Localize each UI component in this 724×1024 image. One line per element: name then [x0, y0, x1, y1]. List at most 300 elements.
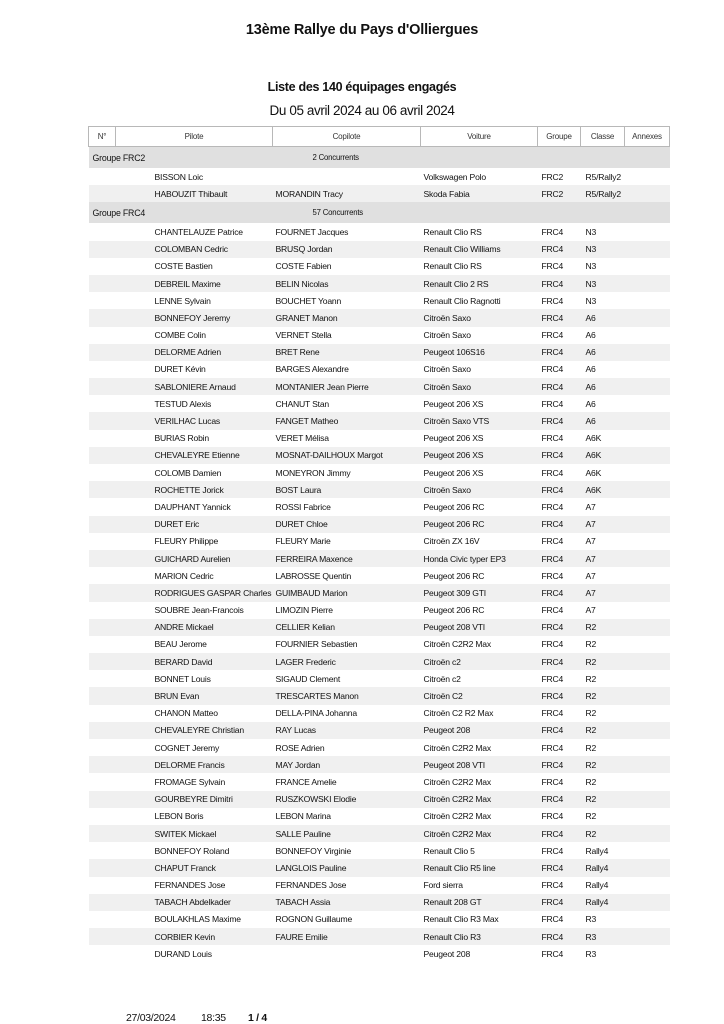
cell-copilote: LAGER Frederic	[273, 653, 421, 670]
cell-numero	[89, 791, 116, 808]
cell-annexes	[625, 602, 670, 619]
cell-voiture: Citroën C2R2 Max	[421, 791, 538, 808]
table-row	[89, 859, 670, 876]
cell-classe: N3	[581, 241, 625, 258]
cell-groupe: FRC4	[541, 501, 564, 512]
table-row	[89, 687, 670, 704]
cell-annexes	[625, 670, 670, 687]
cell-numero	[89, 808, 116, 825]
cell-groupe: FRC4	[541, 295, 564, 306]
cell-voiture: Citroën C2R2 Max	[421, 825, 538, 842]
cell-numero	[89, 859, 116, 876]
cell-annexes	[625, 877, 670, 894]
cell-numero	[89, 584, 116, 601]
header-groupe: Groupe	[538, 127, 581, 147]
table-row	[89, 773, 670, 790]
cell-classe: R2	[581, 619, 625, 636]
cell-classe: R2	[585, 639, 597, 650]
cell-classe: R2	[581, 687, 625, 704]
table-row	[89, 825, 670, 842]
cell-numero	[89, 894, 116, 911]
cell-classe: A6	[581, 378, 625, 395]
cell-voiture: Honda Civic typer EP3	[421, 550, 538, 567]
cell-copilote: FOURNIER Sebastien	[275, 639, 358, 650]
cell-pilote: LEBON Boris	[154, 811, 204, 822]
cell-numero	[89, 481, 116, 498]
footer-page-number: 1 / 4	[248, 1012, 267, 1024]
cell-annexes	[625, 584, 670, 601]
cell-numero	[89, 636, 116, 653]
cell-annexes	[625, 327, 670, 344]
cell-annexes	[625, 911, 670, 928]
cell-copilote	[273, 945, 421, 962]
cell-annexes	[625, 185, 670, 202]
group-count: 57 Concurrents	[273, 202, 670, 223]
cell-copilote: MONTANIER Jean Pierre	[273, 378, 421, 395]
cell-numero	[89, 361, 116, 378]
cell-classe: R2	[581, 756, 625, 773]
cell-copilote: MORANDIN Tracy	[273, 185, 421, 202]
cell-copilote: COSTE Fabien	[275, 261, 332, 272]
cell-voiture: Peugeot 206 RC	[423, 570, 485, 581]
cell-pilote: ROCHETTE Jorick	[116, 481, 273, 498]
table-row	[89, 602, 670, 619]
cell-voiture: Peugeot 206 XS	[421, 447, 538, 464]
cell-annexes	[625, 533, 670, 550]
table-row	[89, 911, 670, 928]
cell-pilote: CORBIER Kevin	[116, 928, 273, 945]
cell-pilote: DEBREIL Maxime	[116, 275, 273, 292]
cell-groupe: FRC4	[538, 859, 581, 876]
cell-numero	[89, 447, 116, 464]
cell-copilote: BELIN Nicolas	[273, 275, 421, 292]
cell-annexes	[625, 481, 670, 498]
cell-classe: R3	[581, 928, 625, 945]
cell-pilote: BURIAS Robin	[154, 433, 209, 444]
table-row	[89, 430, 670, 447]
cell-groupe: FRC4	[541, 226, 564, 237]
cell-annexes	[625, 361, 670, 378]
cell-numero	[89, 258, 116, 275]
table-row	[89, 168, 670, 185]
cell-voiture: Citroën C2R2 Max	[423, 639, 491, 650]
cell-classe: R2	[585, 776, 597, 787]
cell-voiture: Citroën Saxo	[421, 378, 538, 395]
cell-groupe: FRC4	[538, 791, 581, 808]
cell-groupe: FRC4	[541, 776, 564, 787]
table-row	[89, 292, 670, 309]
cell-voiture: Renault Clio 2 RS	[421, 275, 538, 292]
cell-voiture: Renault 208 GT	[421, 894, 538, 911]
cell-pilote: BERARD David	[116, 653, 273, 670]
cell-classe: R3	[585, 914, 597, 925]
table-row	[89, 877, 670, 894]
cell-groupe: FRC4	[538, 241, 581, 258]
cell-groupe: FRC4	[541, 261, 564, 272]
header-classe: Classe	[581, 127, 625, 147]
cell-groupe: FRC4	[538, 687, 581, 704]
cell-copilote: BOUCHET Yoann	[275, 295, 342, 306]
cell-numero	[89, 430, 116, 447]
cell-groupe: FRC4	[538, 584, 581, 601]
cell-numero	[89, 292, 116, 309]
cell-groupe: FRC4	[541, 398, 564, 409]
cell-classe: R2	[585, 708, 597, 719]
cell-classe: A7	[585, 605, 596, 616]
cell-voiture: Renault Clio 5	[423, 845, 475, 856]
cell-classe: Rally4	[581, 859, 625, 876]
cell-classe: R2	[585, 673, 597, 684]
cell-annexes	[625, 447, 670, 464]
cell-classe: A7	[585, 501, 596, 512]
cell-groupe: FRC4	[541, 639, 564, 650]
cell-voiture: Peugeot 206 RC	[423, 605, 485, 616]
cell-annexes	[625, 550, 670, 567]
table-row	[89, 327, 670, 344]
cell-groupe: FRC4	[541, 948, 564, 959]
table-row	[89, 533, 670, 550]
cell-groupe: FRC4	[541, 673, 564, 684]
cell-numero	[89, 705, 116, 722]
group-name: Groupe FRC2	[89, 147, 273, 169]
cell-voiture: Citroën C2R2 Max	[423, 811, 491, 822]
cell-classe: A6K	[585, 433, 602, 444]
cell-numero	[89, 412, 116, 429]
cell-groupe: FRC2	[541, 171, 564, 182]
cell-pilote: SABLONIERE Arnaud	[116, 378, 273, 395]
cell-voiture: Citroën C2R2 Max	[423, 776, 491, 787]
cell-copilote: GRANET Manon	[273, 309, 421, 326]
cell-groupe: FRC4	[538, 894, 581, 911]
table-row	[89, 412, 670, 429]
cell-copilote: DELLA-PINA Johanna	[275, 708, 357, 719]
cell-voiture: Renault Clio R3	[421, 928, 538, 945]
cell-annexes	[625, 842, 670, 859]
cell-copilote: LEBON Marina	[275, 811, 331, 822]
cell-copilote: VERET Mélisa	[275, 433, 329, 444]
cell-pilote: BONNEFOY Jeremy	[116, 309, 273, 326]
cell-classe: A7	[585, 536, 596, 547]
cell-voiture: Citroën c2	[423, 673, 461, 684]
cell-classe: A7	[581, 516, 625, 533]
cell-annexes	[625, 653, 670, 670]
footer-date: 27/03/2024	[126, 1012, 176, 1024]
cell-groupe: FRC4	[538, 653, 581, 670]
table-row	[89, 258, 670, 275]
table-row	[89, 498, 670, 515]
cell-pilote: FROMAGE Sylvain	[154, 776, 226, 787]
cell-numero	[89, 653, 116, 670]
header-annexes: Annexes	[625, 127, 670, 147]
header-copilote: Copilote	[273, 127, 421, 147]
group-count: 2 Concurrents	[273, 147, 670, 169]
table-row	[89, 739, 670, 756]
cell-voiture: Peugeot 206 XS	[423, 433, 484, 444]
table-header-row	[89, 127, 670, 147]
table-row	[89, 516, 670, 533]
cell-numero	[89, 619, 116, 636]
cell-copilote: FLEURY Marie	[275, 536, 331, 547]
cell-voiture: Peugeot 208 VTI	[421, 756, 538, 773]
cell-classe: N3	[585, 295, 597, 306]
cell-pilote: ANDRE Mickael	[116, 619, 273, 636]
cell-groupe: FRC4	[541, 742, 564, 753]
cell-copilote: TRESCARTES Manon	[273, 687, 421, 704]
cell-pilote: BRUN Evan	[116, 687, 273, 704]
cell-annexes	[625, 223, 670, 240]
cell-classe: A7	[581, 584, 625, 601]
cell-annexes	[625, 258, 670, 275]
cell-voiture: Renault Clio RS	[423, 261, 482, 272]
cell-voiture: Citroën C2	[421, 687, 538, 704]
cell-copilote: CELLIER Kelian	[273, 619, 421, 636]
cell-copilote: RUSZKOWSKI Elodie	[273, 791, 421, 808]
table-row	[89, 670, 670, 687]
cell-classe: A6	[581, 344, 625, 361]
cell-annexes	[625, 808, 670, 825]
table-row	[89, 756, 670, 773]
cell-copilote: BRET Rene	[273, 344, 421, 361]
cell-numero	[89, 275, 116, 292]
cell-numero	[89, 309, 116, 326]
cell-annexes	[625, 378, 670, 395]
cell-copilote: DURET Chloe	[273, 516, 421, 533]
cell-copilote: ROSSI Fabrice	[275, 501, 331, 512]
cell-pilote: COGNET Jeremy	[154, 742, 220, 753]
cell-pilote: BISSON Loic	[154, 171, 203, 182]
cell-pilote: BEAU Jerome	[154, 639, 207, 650]
cell-numero	[89, 756, 116, 773]
table-row	[89, 309, 670, 326]
cell-voiture: Peugeot 206 XS	[423, 398, 484, 409]
cell-annexes	[625, 464, 670, 481]
cell-pilote: SWITEK Mickael	[116, 825, 273, 842]
cell-pilote: DAUPHANT Yannick	[154, 501, 231, 512]
cell-annexes	[625, 241, 670, 258]
cell-pilote: MARION Cedric	[154, 570, 214, 581]
cell-annexes	[625, 773, 670, 790]
cell-groupe: FRC4	[538, 378, 581, 395]
cell-voiture: Citroën Saxo	[421, 481, 538, 498]
cell-copilote: FANGET Matheo	[273, 412, 421, 429]
cell-copilote: GUIMBAUD Marion	[273, 584, 421, 601]
cell-copilote	[273, 168, 421, 185]
cell-classe: R2	[581, 825, 625, 842]
cell-annexes	[625, 567, 670, 584]
table-row	[89, 945, 670, 962]
table-body	[89, 147, 670, 963]
cell-numero	[89, 911, 116, 928]
cell-pilote: FERNANDES Jose	[154, 880, 226, 891]
cell-classe: Rally4	[585, 880, 609, 891]
cell-annexes	[625, 498, 670, 515]
cell-pilote: COLOMB Damien	[154, 467, 222, 478]
cell-annexes	[625, 430, 670, 447]
cell-pilote: CHEVALEYRE Etienne	[116, 447, 273, 464]
cell-classe: A6	[581, 309, 625, 326]
cell-groupe: FRC4	[538, 619, 581, 636]
cell-classe: Rally4	[581, 894, 625, 911]
cell-pilote: CHANON Matteo	[154, 708, 218, 719]
cell-copilote: FERNANDES Jose	[275, 880, 347, 891]
cell-classe: A6K	[585, 467, 602, 478]
cell-groupe: FRC4	[541, 570, 564, 581]
table-row	[89, 636, 670, 653]
document-title: 13ème Rallye du Pays d'Olliergues	[245, 22, 479, 38]
table-row	[89, 567, 670, 584]
cell-voiture: Peugeot 309 GTI	[421, 584, 538, 601]
cell-numero	[89, 498, 116, 515]
cell-numero	[89, 395, 116, 412]
cell-numero	[89, 739, 116, 756]
cell-classe: R5/Rally2	[585, 171, 621, 182]
cell-classe: A7	[585, 570, 596, 581]
cell-numero	[89, 602, 116, 619]
cell-groupe: FRC4	[541, 880, 564, 891]
cell-annexes	[625, 791, 670, 808]
cell-voiture: Citroën Saxo	[423, 364, 471, 375]
cell-numero	[89, 842, 116, 859]
cell-copilote: ROSE Adrien	[275, 742, 325, 753]
cell-numero	[89, 877, 116, 894]
cell-copilote: BONNEFOY Virginie	[275, 845, 352, 856]
table-row	[89, 791, 670, 808]
cell-numero	[89, 670, 116, 687]
cell-annexes	[625, 168, 670, 185]
cell-voiture: Renault Clio Williams	[421, 241, 538, 258]
cell-copilote: BOST Laura	[273, 481, 421, 498]
cell-annexes	[625, 859, 670, 876]
cell-groupe: FRC4	[541, 914, 564, 925]
cell-annexes	[625, 516, 670, 533]
cell-voiture: Citroën Saxo	[423, 330, 471, 341]
cell-pilote: TABACH Abdelkader	[116, 894, 273, 911]
table-row	[89, 447, 670, 464]
cell-voiture: Renault Clio R5 line	[421, 859, 538, 876]
cell-numero	[89, 223, 116, 240]
cell-groupe: FRC4	[538, 344, 581, 361]
cell-pilote: DURET Kévin	[154, 364, 206, 375]
cell-pilote: VERILHAC Lucas	[116, 412, 273, 429]
cell-annexes	[625, 619, 670, 636]
table-row	[89, 361, 670, 378]
cell-voiture: Citroën Saxo VTS	[421, 412, 538, 429]
cell-copilote: TABACH Assia	[273, 894, 421, 911]
cell-groupe: FRC4	[538, 412, 581, 429]
cell-annexes	[625, 292, 670, 309]
table-row	[89, 481, 670, 498]
cell-groupe: FRC4	[538, 481, 581, 498]
cell-annexes	[625, 722, 670, 739]
cell-copilote: LIMOZIN Pierre	[275, 605, 333, 616]
cell-copilote: FERREIRA Maxence	[273, 550, 421, 567]
cell-copilote: FRANCE Amelie	[275, 776, 337, 787]
cell-groupe: FRC4	[541, 330, 564, 341]
cell-pilote: BONNET Louis	[154, 673, 211, 684]
table-row	[89, 241, 670, 258]
cell-numero	[89, 533, 116, 550]
cell-groupe: FRC4	[541, 467, 564, 478]
cell-annexes	[625, 825, 670, 842]
cell-pilote: GUICHARD Aurelien	[116, 550, 273, 567]
cell-annexes	[625, 687, 670, 704]
header-voiture: Voiture	[421, 127, 538, 147]
cell-pilote: DELORME Adrien	[116, 344, 273, 361]
cell-classe: A6	[585, 330, 596, 341]
cell-groupe: FRC4	[538, 928, 581, 945]
cell-copilote: MOSNAT-DAILHOUX Margot	[273, 447, 421, 464]
cell-classe: R2	[585, 742, 597, 753]
cell-pilote: FLEURY Philippe	[154, 536, 219, 547]
cell-classe: N3	[585, 226, 597, 237]
table-row	[89, 808, 670, 825]
cell-pilote: LENNE Sylvain	[154, 295, 211, 306]
cell-classe: A6	[585, 398, 596, 409]
cell-groupe: FRC4	[538, 516, 581, 533]
table-row	[89, 185, 670, 202]
cell-voiture: Volkswagen Polo	[423, 171, 486, 182]
cell-pilote: DELORME Francis	[116, 756, 273, 773]
group-header-row	[89, 202, 670, 223]
cell-pilote: TESTUD Alexis	[154, 398, 212, 409]
cell-classe: R2	[581, 791, 625, 808]
cell-groupe: FRC4	[541, 364, 564, 375]
cell-copilote: ROGNON Guillaume	[275, 914, 353, 925]
cell-numero	[89, 185, 116, 202]
cell-numero	[89, 516, 116, 533]
cell-classe: Rally4	[585, 845, 609, 856]
cell-classe: A6	[585, 364, 596, 375]
cell-voiture: Ford sierra	[423, 880, 463, 891]
cell-copilote: FOURNET Jacques	[275, 226, 349, 237]
cell-annexes	[625, 739, 670, 756]
cell-numero	[89, 567, 116, 584]
cell-classe: A6K	[581, 481, 625, 498]
table-row	[89, 705, 670, 722]
cell-voiture: Skoda Fabia	[421, 185, 538, 202]
table-row	[89, 344, 670, 361]
cell-annexes	[625, 756, 670, 773]
cell-groupe: FRC2	[538, 185, 581, 202]
table-row	[89, 722, 670, 739]
cell-groupe: FRC4	[538, 309, 581, 326]
cell-copilote: MAY Jordan	[273, 756, 421, 773]
cell-pilote: RODRIGUES GASPAR Charles	[116, 584, 273, 601]
cell-copilote: BRUSQ Jordan	[273, 241, 421, 258]
cell-numero	[89, 722, 116, 739]
table-row	[89, 653, 670, 670]
cell-copilote: SIGAUD Clement	[275, 673, 341, 684]
cell-numero	[89, 687, 116, 704]
cell-pilote: BOULAKHLAS Maxime	[154, 914, 241, 925]
cell-copilote: BARGES Alexandre	[275, 364, 349, 375]
cell-voiture: Renault Clio RS	[423, 226, 482, 237]
cell-voiture: Citroën C2 R2 Max	[423, 708, 494, 719]
cell-classe: R2	[581, 722, 625, 739]
cell-voiture: Renault Clio R3 Max	[423, 914, 499, 925]
event-dates: Du 05 avril 2024 au 06 avril 2024	[269, 103, 455, 118]
cell-copilote: LANGLOIS Pauline	[273, 859, 421, 876]
cell-annexes	[625, 344, 670, 361]
cell-groupe: FRC4	[538, 447, 581, 464]
cell-groupe: FRC4	[538, 550, 581, 567]
table-row	[89, 395, 670, 412]
cell-voiture: Citroën C2R2 Max	[423, 742, 491, 753]
cell-groupe: FRC4	[538, 722, 581, 739]
cell-groupe: FRC4	[538, 756, 581, 773]
cell-copilote: RAY Lucas	[273, 722, 421, 739]
cell-groupe: FRC4	[538, 825, 581, 842]
